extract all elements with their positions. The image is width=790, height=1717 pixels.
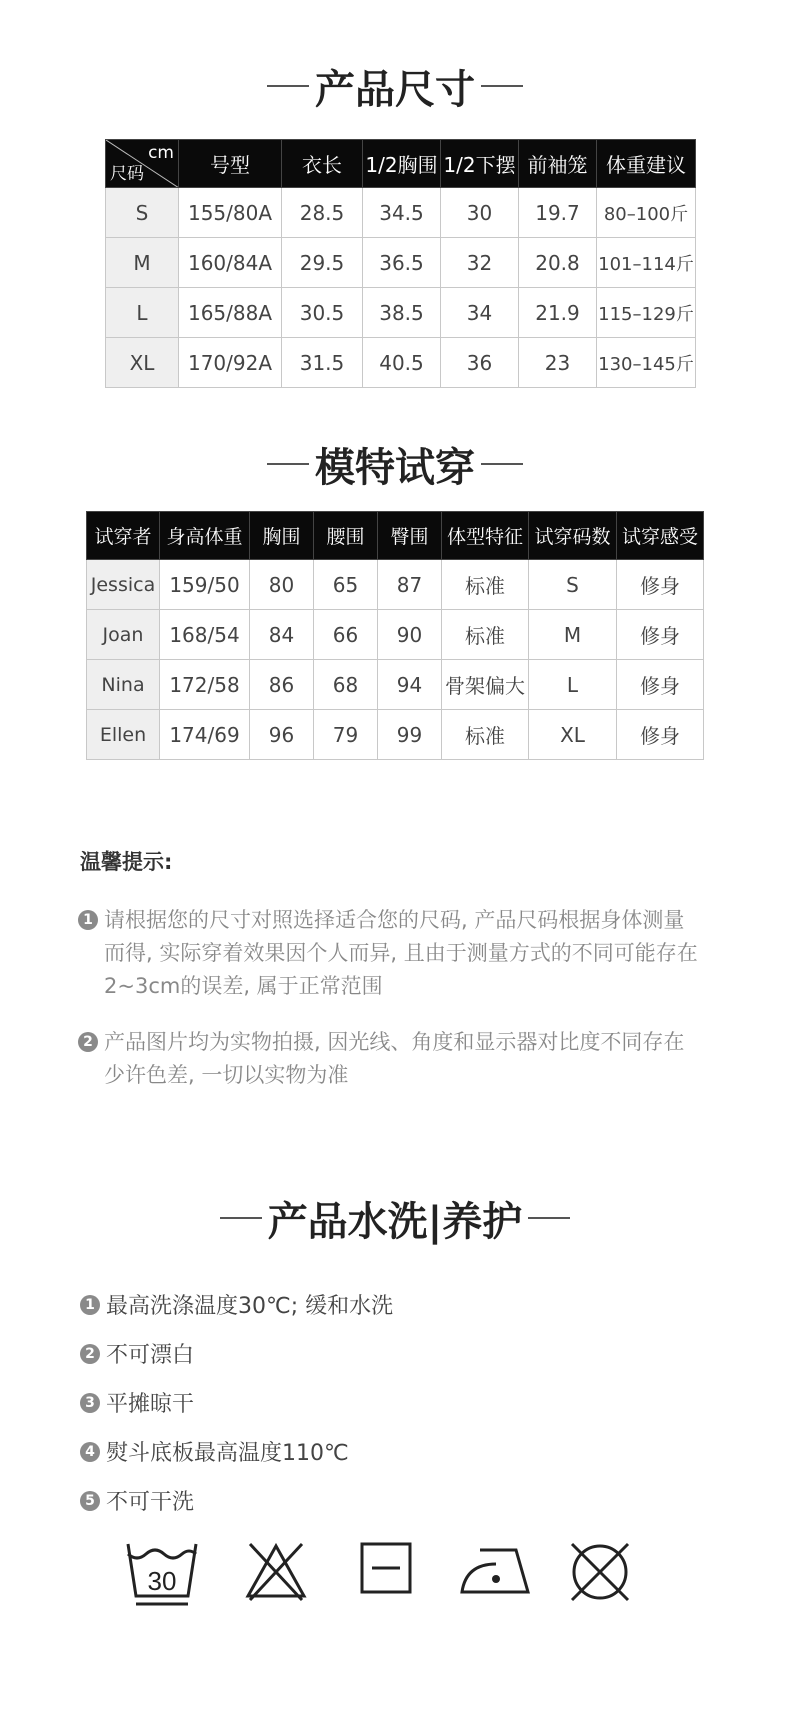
care-item: [80, 1476, 393, 1525]
tip-number-badge: 1: [78, 910, 98, 930]
table-cell: 23: [519, 338, 597, 388]
table-cell: 修身: [617, 610, 704, 660]
model-name-cell: Joan: [87, 610, 160, 660]
size-header-cell: 1/2胸围: [363, 140, 441, 188]
size-section-title: [0, 58, 790, 114]
care-section-title: [0, 1190, 790, 1246]
table-cell: 174/69: [160, 710, 250, 760]
table-cell: 130–145斤: [597, 338, 696, 388]
table-cell: 29.5: [282, 238, 363, 288]
size-label-cell: L: [106, 288, 179, 338]
care-number-badge: 1: [80, 1295, 100, 1315]
wash-30-icon: [124, 1540, 200, 1612]
model-name-cell: Jessica: [87, 560, 160, 610]
wash-temp-label: 30: [147, 1566, 177, 1596]
care-number-badge: 2: [80, 1344, 100, 1364]
table-cell: 修身: [617, 660, 704, 710]
title-rule-right: [481, 463, 523, 465]
tip-text: 产品图片均为实物拍摄, 因光线、角度和显示器对比度不同存在少许色差, 一切以实物为准: [104, 1030, 685, 1087]
table-cell: 96: [250, 710, 314, 760]
care-item: [80, 1280, 393, 1329]
model-name-cell: Ellen: [87, 710, 160, 760]
model-header-cell: 身高体重: [160, 512, 250, 560]
model-name-cell: Nina: [87, 660, 160, 710]
table-cell: 修身: [617, 710, 704, 760]
table-cell: 101–114斤: [597, 238, 696, 288]
tip-item: [78, 1026, 698, 1092]
model-header-cell: 试穿码数: [529, 512, 617, 560]
table-row: [87, 710, 704, 760]
model-header-cell: 腰围: [314, 512, 378, 560]
table-cell: 标准: [442, 710, 529, 760]
corner-size-label: 尺码: [110, 164, 144, 184]
table-cell: 34: [441, 288, 519, 338]
care-item: [80, 1329, 393, 1378]
corner-unit-label: cm: [148, 143, 174, 163]
table-cell: 20.8: [519, 238, 597, 288]
size-table: [105, 139, 696, 388]
size-header-cell: 前袖笼: [519, 140, 597, 188]
table-cell: 86: [250, 660, 314, 710]
model-header-cell: 胸围: [250, 512, 314, 560]
table-cell: 38.5: [363, 288, 441, 338]
table-cell: S: [529, 560, 617, 610]
care-text: 不可干洗: [106, 1490, 195, 1515]
table-cell: 65: [314, 560, 378, 610]
model-header-cell: 臀围: [378, 512, 442, 560]
care-section-title-text: 产品水洗|养护: [267, 1198, 523, 1245]
care-number-badge: 3: [80, 1393, 100, 1413]
title-rule-right: [481, 85, 523, 87]
table-cell: 165/88A: [179, 288, 282, 338]
table-row: [87, 610, 704, 660]
table-cell: 32: [441, 238, 519, 288]
table-cell: 115–129斤: [597, 288, 696, 338]
table-cell: 79: [314, 710, 378, 760]
table-cell: 36: [441, 338, 519, 388]
size-label-cell: M: [106, 238, 179, 288]
size-table-header-row: [106, 140, 696, 188]
model-section-title-text: 模特试穿: [315, 444, 475, 491]
title-rule-left: [220, 1217, 262, 1219]
table-row: [106, 188, 696, 238]
model-header-cell: 试穿者: [87, 512, 160, 560]
care-text: 最高洗涤温度30℃; 缓和水洗: [106, 1294, 394, 1319]
table-cell: 36.5: [363, 238, 441, 288]
care-text: 熨斗底板最高温度110℃: [106, 1441, 349, 1466]
size-header-cell: 号型: [179, 140, 282, 188]
size-header-cell: 衣长: [282, 140, 363, 188]
table-cell: 84: [250, 610, 314, 660]
table-cell: 31.5: [282, 338, 363, 388]
table-row: [106, 238, 696, 288]
size-header-cell: 体重建议: [597, 140, 696, 188]
table-cell: 21.9: [519, 288, 597, 338]
size-label-cell: S: [106, 188, 179, 238]
model-section-title: [0, 436, 790, 492]
table-cell: 172/58: [160, 660, 250, 710]
care-number-badge: 4: [80, 1442, 100, 1462]
table-cell: 168/54: [160, 610, 250, 660]
table-cell: 170/92A: [179, 338, 282, 388]
care-icons-row: [0, 1540, 790, 1620]
table-cell: M: [529, 610, 617, 660]
iron-low-icon: [458, 1540, 532, 1600]
size-table-corner-cell: [106, 140, 179, 188]
table-cell: 159/50: [160, 560, 250, 610]
tip-text: 请根据您的尺寸对照选择适合您的尺码, 产品尺码根据身体测量而得, 实际穿着效果因个人而异, 且由于测量方式的不同可能存在2~3cm的误差, 属于正常范围: [104, 908, 698, 998]
table-cell: 90: [378, 610, 442, 660]
table-row: [87, 660, 704, 710]
table-cell: 30.5: [282, 288, 363, 338]
no-dry-clean-icon: [568, 1540, 632, 1604]
care-number-badge: 5: [80, 1491, 100, 1511]
size-section-title-text: 产品尺寸: [315, 66, 475, 113]
care-text: 平摊晾干: [106, 1392, 195, 1417]
care-item: [80, 1378, 393, 1427]
table-cell: 34.5: [363, 188, 441, 238]
table-cell: 标准: [442, 560, 529, 610]
table-cell: 94: [378, 660, 442, 710]
table-cell: 80–100斤: [597, 188, 696, 238]
table-cell: 68: [314, 660, 378, 710]
tip-number-badge: 2: [78, 1032, 98, 1052]
table-cell: 160/84A: [179, 238, 282, 288]
table-cell: 30: [441, 188, 519, 238]
no-bleach-icon: [244, 1540, 308, 1604]
table-row: [87, 560, 704, 610]
table-cell: 40.5: [363, 338, 441, 388]
care-item: [80, 1427, 393, 1476]
table-row: [106, 288, 696, 338]
model-header-cell: 试穿感受: [617, 512, 704, 560]
size-header-cell: 1/2下摆: [441, 140, 519, 188]
table-cell: 19.7: [519, 188, 597, 238]
table-cell: XL: [529, 710, 617, 760]
table-cell: 66: [314, 610, 378, 660]
table-row: [106, 338, 696, 388]
care-list: [80, 1280, 393, 1525]
table-cell: 骨架偏大: [442, 660, 529, 710]
model-header-cell: 体型特征: [442, 512, 529, 560]
title-rule-left: [267, 85, 309, 87]
table-cell: L: [529, 660, 617, 710]
table-cell: 28.5: [282, 188, 363, 238]
tips-heading: 温馨提示:: [80, 850, 173, 874]
dry-flat-icon: [358, 1540, 414, 1596]
table-cell: 标准: [442, 610, 529, 660]
table-cell: 修身: [617, 560, 704, 610]
tip-item: [78, 904, 698, 1003]
table-cell: 87: [378, 560, 442, 610]
care-text: 不可漂白: [106, 1343, 195, 1368]
title-rule-left: [267, 463, 309, 465]
size-label-cell: XL: [106, 338, 179, 388]
model-table: [86, 511, 704, 760]
title-rule-right: [528, 1217, 570, 1219]
table-cell: 155/80A: [179, 188, 282, 238]
table-cell: 80: [250, 560, 314, 610]
model-table-header-row: [87, 512, 704, 560]
table-cell: 99: [378, 710, 442, 760]
